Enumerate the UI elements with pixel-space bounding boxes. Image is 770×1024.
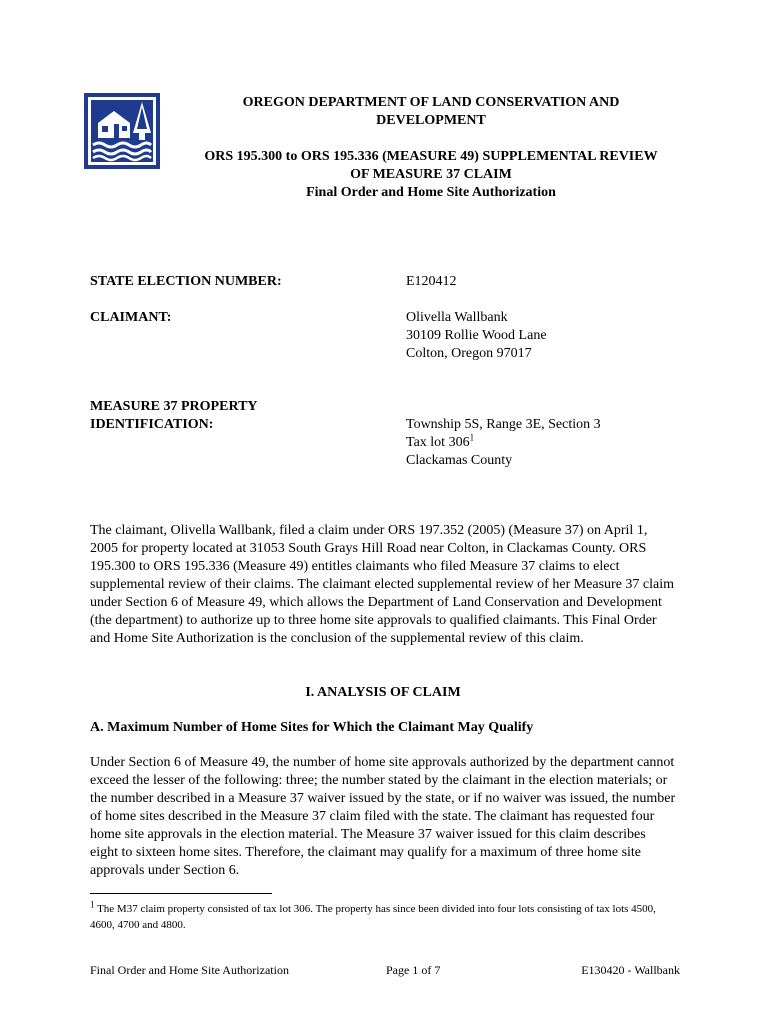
property-taxlot-text: Tax lot 306 [406, 435, 470, 450]
agency-title-line2: DEVELOPMENT [376, 113, 486, 128]
election-number-label: STATE ELECTION NUMBER: [90, 274, 282, 289]
review-title-line1: ORS 195.300 to ORS 195.336 (MEASURE 49) SUPPLEMENTAL REVIEW [204, 149, 658, 164]
footnote-marker: 1 [90, 899, 95, 910]
property-taxlot [406, 434, 474, 452]
footer-left: Final Order and Home Site Authorization [90, 963, 289, 977]
property-county: Clackamas County [406, 453, 513, 468]
footnote-text: The M37 claim property consisted of tax lot 306. The property has since been divided into four lots consisting of tax lots 4500, 4600, 4700 and 4800. [90, 903, 656, 931]
analysis-paragraph: Under Section 6 of Measure 49, the number of home site approvals authorized by the department cannot exceed the lesser of the following: three; the number stated by the claimant in the election materials; or the number described in a Measure 37 waiver issued by the state, or if no waiver was issued, the number of home sites described in the Measure 37 claim filed with the state. The claimant has requested four home site approvals in the election material. The Measure 37 waiver issued for this claim describes eight to sixteen home sites. Therefore, the claimant may qualify for a maximum of three home site approvals under Section 6. [90, 755, 676, 878]
election-number-value: E120412 [406, 274, 457, 289]
claimant-city: Colton, Oregon 97017 [406, 346, 532, 361]
claimant-name: Olivella Wallbank [406, 310, 508, 325]
property-township: Township 5S, Range 3E, Section 3 [406, 417, 601, 432]
footer-page-number: Page 1 of 7 [386, 963, 441, 977]
review-title-line2: OF MEASURE 37 CLAIM [350, 167, 512, 182]
property-label-line2: IDENTIFICATION: [90, 417, 214, 432]
order-title: Final Order and Home Site Authorization [306, 185, 556, 200]
claimant-street: 30109 Rollie Wood Lane [406, 328, 547, 343]
agency-title-line1: OREGON DEPARTMENT OF LAND CONSERVATION AND [242, 95, 620, 110]
subsection-heading: A. Maximum Number of Home Sites for Which the Claimant May Qualify [90, 720, 534, 735]
section-heading: I. ANALYSIS OF CLAIM [305, 685, 461, 700]
footer-right: E130420 - Wallbank [581, 963, 680, 977]
property-label-line1: MEASURE 37 PROPERTY [90, 399, 258, 414]
footnote-divider [90, 893, 272, 894]
claimant-label: CLAIMANT: [90, 310, 172, 325]
dlcd-logo-icon [84, 93, 160, 169]
footnote [90, 901, 676, 933]
intro-paragraph: The claimant, Olivella Wallbank, filed a claim under ORS 197.352 (2005) (Measure 37) on April 1, 2005 for property located at 31053 South Grays Hill Road near Colton, in Clackamas County. ORS 195.300 to ORS 195.336 (Measure 49) entitles claimants who filed Measure 37 claims to elect supplemental review of their claims. The claimant elected supplemental review of her Measure 37 claim under Section 6 of Measure 49, which allows the Department of Land Conservation and Development (the department) to authorize up to three home site approvals to qualified claimants. This Final Order and Home Site Authorization is the conclusion of the supplemental review of this claim. [90, 523, 675, 646]
footnote-ref: 1 [469, 432, 475, 443]
